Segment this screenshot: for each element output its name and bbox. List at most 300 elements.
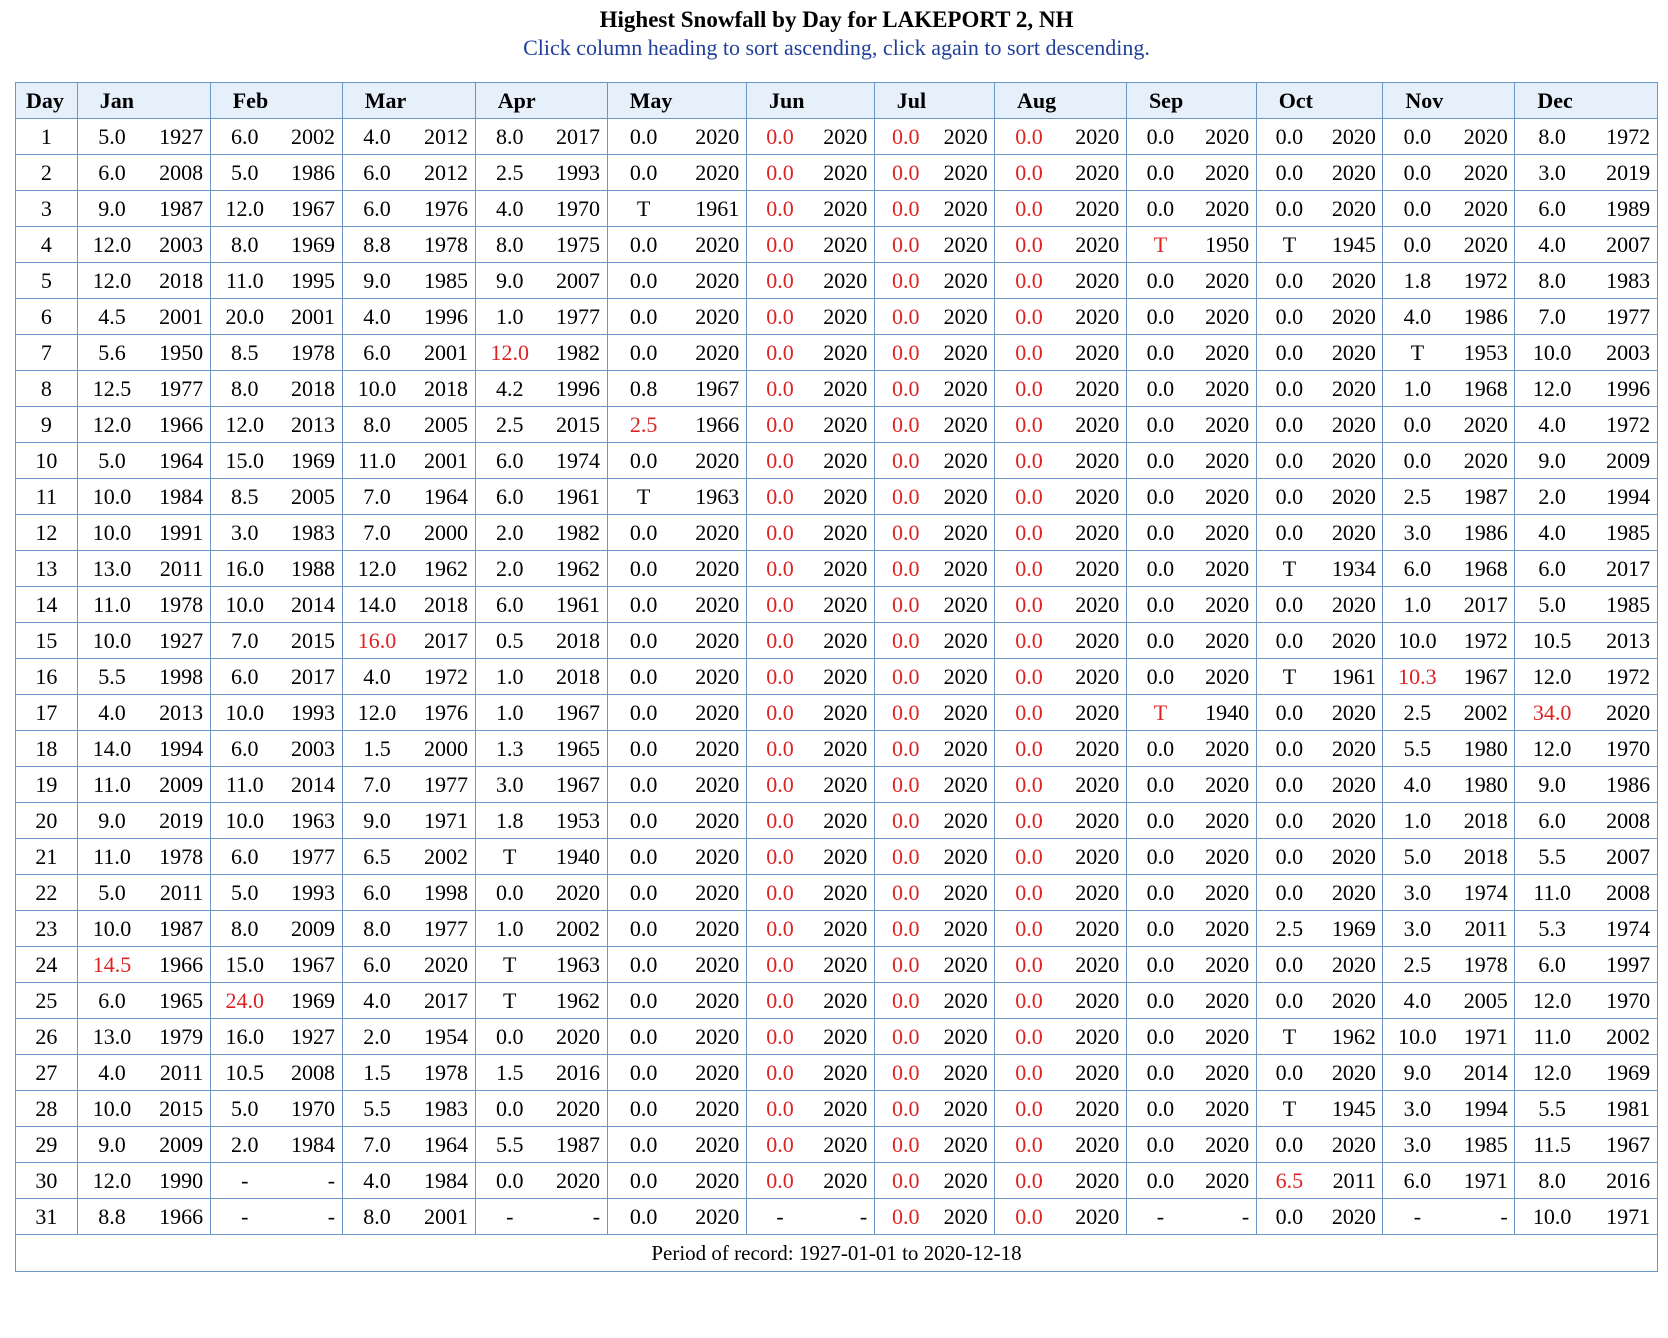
record-year: 2008 (291, 1059, 336, 1085)
snowfall-cell-mar (342, 119, 475, 155)
snowfall-value: 0.0 (1146, 411, 1175, 437)
snowfall-cell-mar (342, 227, 475, 263)
record-year: 2020 (1331, 1059, 1376, 1085)
record-year: 2020 (1205, 915, 1250, 941)
column-heading-nov[interactable]: Nov (1383, 83, 1515, 119)
snowfall-value: 0.0 (629, 771, 658, 797)
snowfall-cell-feb (210, 911, 342, 947)
snowfall-cell-may (607, 407, 746, 443)
record-year: 2003 (159, 231, 204, 257)
snowfall-value: 0.0 (766, 195, 794, 221)
snowfall-cell-jul (874, 443, 994, 479)
snowfall-value: 3.0 (1403, 1131, 1432, 1157)
column-heading-may[interactable]: May (607, 83, 746, 119)
record-year: 2020 (823, 1023, 868, 1049)
record-year: 2020 (1463, 123, 1508, 149)
record-year: 2020 (1331, 987, 1376, 1013)
snowfall-value: 0.0 (629, 159, 658, 185)
snowfall-cell-sep (1126, 695, 1256, 731)
snowfall-cell-oct (1256, 371, 1383, 407)
record-year: 2000 (424, 735, 469, 761)
column-heading-jun[interactable]: Jun (747, 83, 875, 119)
snowfall-cell-feb (210, 191, 342, 227)
record-year: 1977 (424, 771, 469, 797)
day-cell: 1 (16, 119, 78, 155)
record-year: 2020 (943, 483, 988, 509)
record-year: 2009 (159, 771, 204, 797)
snowfall-value: 0.0 (1275, 627, 1304, 653)
snowfall-cell-feb (210, 1091, 342, 1127)
snowfall-cell-may (607, 587, 746, 623)
snowfall-cell-aug (994, 983, 1126, 1019)
snowfall-value: 0.0 (891, 1023, 920, 1049)
snowfall-value: 0.0 (1275, 735, 1304, 761)
record-year: 2020 (1075, 159, 1120, 185)
snowfall-cell-jul (874, 515, 994, 551)
snowfall-cell-mar (342, 1199, 475, 1235)
record-year: 1950 (1205, 231, 1250, 257)
snowfall-cell-mar (342, 515, 475, 551)
table-row (16, 839, 1658, 875)
record-year: 2020 (695, 663, 740, 689)
record-year: 1969 (1331, 915, 1376, 941)
snowfall-value: 12.0 (1532, 735, 1572, 761)
column-heading-aug[interactable]: Aug (994, 83, 1126, 119)
record-year: 2020 (943, 1059, 988, 1085)
snowfall-value: 0.0 (629, 1023, 658, 1049)
record-year: 1934 (1331, 555, 1376, 581)
record-year: 1972 (424, 663, 469, 689)
record-year: 2011 (159, 879, 204, 905)
snowfall-value: 0.0 (1275, 987, 1304, 1013)
snowfall-cell-oct (1256, 1163, 1383, 1199)
snowfall-value: 0.0 (1146, 159, 1175, 185)
record-year: 2020 (695, 1167, 740, 1193)
snowfall-cell-oct (1256, 803, 1383, 839)
record-year: 2020 (1205, 339, 1250, 365)
record-year: 2017 (556, 123, 601, 149)
record-year: 2020 (1205, 483, 1250, 509)
record-year: 2014 (1463, 1059, 1508, 1085)
snowfall-value: 0.0 (629, 1167, 658, 1193)
snowfall-cell-dec (1515, 767, 1658, 803)
footer-row (16, 1235, 1658, 1272)
snowfall-value: 0.0 (766, 807, 794, 833)
snowfall-value: 0.0 (766, 519, 794, 545)
snowfall-value: 2.0 (1538, 483, 1566, 509)
snowfall-value: 6.0 (1403, 555, 1432, 581)
record-year: 2020 (943, 519, 988, 545)
snowfall-value: 2.5 (496, 159, 524, 185)
snowfall-cell-jan (77, 911, 210, 947)
record-year: 2020 (823, 123, 868, 149)
record-year: 2020 (1331, 1203, 1376, 1229)
record-year: 1998 (159, 663, 204, 689)
snowfall-value: 9.0 (1403, 1059, 1432, 1085)
snowfall-value: 0.0 (1275, 123, 1304, 149)
column-heading-apr[interactable]: Apr (475, 83, 607, 119)
snowfall-cell-jan (77, 299, 210, 335)
record-year: 2007 (1606, 843, 1651, 869)
snowfall-value: 2.5 (1403, 483, 1432, 509)
snowfall-cell-aug (994, 515, 1126, 551)
day-cell: 8 (16, 371, 78, 407)
snowfall-cell-nov (1383, 119, 1515, 155)
record-year: 1998 (424, 879, 469, 905)
record-year: 2020 (1463, 231, 1508, 257)
record-year: 2020 (1075, 375, 1120, 401)
snowfall-value: 0.0 (1275, 1203, 1304, 1229)
table-row (16, 1091, 1658, 1127)
record-year: - (1241, 1203, 1250, 1229)
snowfall-cell-mar (342, 263, 475, 299)
record-year: 2020 (556, 1167, 601, 1193)
table-row (16, 443, 1658, 479)
record-year: 2020 (1331, 411, 1376, 437)
snowfall-cell-sep (1126, 587, 1256, 623)
snowfall-cell-nov (1383, 983, 1515, 1019)
column-heading-day[interactable]: Day (16, 83, 78, 119)
snowfall-value: 0.0 (1015, 771, 1043, 797)
column-heading-jul[interactable]: Jul (874, 83, 994, 119)
column-heading-mar[interactable]: Mar (342, 83, 475, 119)
snowfall-value: 6.0 (231, 123, 259, 149)
record-year: 2020 (943, 591, 988, 617)
day-cell: 26 (16, 1019, 78, 1055)
record-year: 1971 (1463, 1167, 1508, 1193)
snowfall-value: 0.0 (891, 951, 920, 977)
snowfall-value: 0.0 (766, 1167, 794, 1193)
snowfall-cell-jan (77, 1199, 210, 1235)
snowfall-value: 0.0 (1015, 843, 1043, 869)
snowfall-cell-nov (1383, 1019, 1515, 1055)
record-year: 1962 (556, 987, 601, 1013)
record-year: 1971 (1606, 1203, 1651, 1229)
snowfall-value: 10.0 (1398, 1023, 1437, 1049)
snowfall-cell-mar (342, 947, 475, 983)
snowfall-cell-may (607, 1199, 746, 1235)
snowfall-cell-jul (874, 839, 994, 875)
snowfall-cell-jul (874, 695, 994, 731)
record-year: 1945 (1331, 231, 1376, 257)
column-heading-oct[interactable]: Oct (1256, 83, 1383, 119)
record-year: 2015 (159, 1095, 204, 1121)
snowfall-value: 10.0 (92, 1095, 132, 1121)
snowfall-cell-feb (210, 335, 342, 371)
snowfall-cell-jan (77, 479, 210, 515)
record-year: 1971 (1463, 1023, 1508, 1049)
snowfall-cell-feb (210, 479, 342, 515)
snowfall-cell-feb (210, 767, 342, 803)
record-year: 2020 (1205, 1095, 1250, 1121)
snowfall-cell-jul (874, 1055, 994, 1091)
record-year: 1974 (1606, 915, 1651, 941)
snowfall-value: 0.0 (766, 303, 794, 329)
snowfall-cell-aug (994, 191, 1126, 227)
column-heading-jan[interactable]: Jan (77, 83, 210, 119)
snowfall-value: 3.0 (1403, 519, 1432, 545)
record-year: 2020 (1075, 1095, 1120, 1121)
snowfall-cell-jun (747, 479, 875, 515)
record-year: 1978 (159, 591, 204, 617)
snowfall-cell-dec (1515, 443, 1658, 479)
snowfall-cell-sep (1126, 551, 1256, 587)
snowfall-value: 13.0 (92, 555, 132, 581)
snowfall-cell-jul (874, 623, 994, 659)
record-year: 1977 (291, 843, 336, 869)
snowfall-value: 0.0 (1275, 699, 1304, 725)
record-year: 2020 (556, 879, 601, 905)
snowfall-value: 6.0 (231, 843, 259, 869)
snowfall-cell-apr (475, 695, 607, 731)
record-year: 1966 (159, 951, 204, 977)
snowfall-cell-feb (210, 1127, 342, 1163)
record-year: 1987 (159, 195, 204, 221)
record-year: 2020 (943, 987, 988, 1013)
snowfall-cell-may (607, 875, 746, 911)
snowfall-value: 0.0 (1146, 1059, 1175, 1085)
snowfall-cell-jun (747, 695, 875, 731)
day-cell: 27 (16, 1055, 78, 1091)
record-year: 1967 (1606, 1131, 1651, 1157)
snowfall-value: 0.0 (1403, 195, 1432, 221)
snowfall-value: 0.0 (891, 987, 920, 1013)
snowfall-cell-nov (1383, 227, 1515, 263)
snowfall-cell-jun (747, 875, 875, 911)
snowfall-value: 0.0 (629, 267, 658, 293)
snowfall-cell-dec (1515, 731, 1658, 767)
record-year: 2020 (1205, 411, 1250, 437)
snowfall-cell-apr (475, 1091, 607, 1127)
day-cell: 6 (16, 299, 78, 335)
record-year: 2002 (291, 123, 336, 149)
record-year: 2005 (291, 483, 336, 509)
snowfall-cell-sep (1126, 119, 1256, 155)
record-year: 2020 (1205, 1023, 1250, 1049)
snowfall-value: 0.0 (1146, 375, 1175, 401)
snowfall-value: 0.0 (766, 339, 794, 365)
record-year: 2020 (1205, 807, 1250, 833)
snowfall-cell-dec (1515, 947, 1658, 983)
snowfall-cell-may (607, 299, 746, 335)
snowfall-value: 0.0 (1146, 663, 1175, 689)
snowfall-cell-dec (1515, 695, 1658, 731)
record-year: 2020 (1205, 1167, 1250, 1193)
snowfall-cell-jun (747, 803, 875, 839)
snowfall-value: 0.0 (891, 1059, 920, 1085)
snowfall-value: 0.0 (891, 627, 920, 653)
day-cell: 19 (16, 767, 78, 803)
snowfall-cell-oct (1256, 659, 1383, 695)
record-year: 2020 (695, 591, 740, 617)
snowfall-cell-oct (1256, 155, 1383, 191)
snowfall-value: 0.0 (1275, 303, 1304, 329)
snowfall-value: 0.0 (1146, 879, 1175, 905)
snowfall-value: 1.3 (496, 735, 524, 761)
record-year: 1967 (556, 771, 601, 797)
snowfall-value: T (636, 483, 651, 509)
record-year: 2020 (695, 159, 740, 185)
column-heading-feb[interactable]: Feb (210, 83, 342, 119)
snowfall-cell-may (607, 515, 746, 551)
record-year: 1967 (695, 375, 740, 401)
snowfall-cell-jun (747, 119, 875, 155)
snowfall-value: 0.0 (891, 159, 920, 185)
record-year: 2020 (1205, 159, 1250, 185)
snowfall-cell-apr (475, 515, 607, 551)
snowfall-value: 0.0 (1403, 159, 1432, 185)
record-year: 2020 (823, 951, 868, 977)
snowfall-cell-aug (994, 1199, 1126, 1235)
snowfall-value: 6.0 (363, 195, 391, 221)
snowfall-value: 7.0 (363, 1131, 391, 1157)
snowfall-cell-sep (1126, 1163, 1256, 1199)
record-year: 1961 (695, 195, 740, 221)
record-year: 2020 (943, 1023, 988, 1049)
snowfall-cell-apr (475, 263, 607, 299)
snowfall-value: 7.0 (363, 483, 391, 509)
day-cell: 18 (16, 731, 78, 767)
record-year: 2020 (695, 303, 740, 329)
snowfall-cell-jun (747, 443, 875, 479)
record-year: 1986 (1463, 519, 1508, 545)
snowfall-value: 0.0 (1015, 1059, 1043, 1085)
snowfall-value: 1.5 (363, 1059, 391, 1085)
record-year: 2020 (1075, 555, 1120, 581)
record-year: 2018 (424, 375, 469, 401)
snowfall-value: 5.5 (496, 1131, 524, 1157)
record-year: 1964 (424, 1131, 469, 1157)
record-year: 2020 (943, 555, 988, 581)
snowfall-value: 4.0 (1403, 987, 1432, 1013)
snowfall-value: 11.0 (1533, 1023, 1571, 1049)
record-year: 2015 (291, 627, 336, 653)
snowfall-cell-dec (1515, 299, 1658, 335)
snowfall-value: 5.3 (1538, 915, 1566, 941)
snowfall-cell-mar (342, 1127, 475, 1163)
table-row (16, 335, 1658, 371)
snowfall-cell-dec (1515, 227, 1658, 263)
record-year: 2018 (159, 267, 204, 293)
snowfall-value: 10.0 (1532, 1203, 1572, 1229)
table-row (16, 911, 1658, 947)
record-year: 1988 (291, 555, 336, 581)
snowfall-cell-aug (994, 947, 1126, 983)
snowfall-value: 0.0 (891, 339, 920, 365)
snowfall-cell-apr (475, 407, 607, 443)
snowfall-value: 0.0 (766, 555, 794, 581)
record-year: 2007 (1606, 231, 1651, 257)
record-year: 1993 (291, 699, 336, 725)
snowfall-value: 8.0 (496, 231, 524, 257)
record-year: 2020 (1075, 1023, 1120, 1049)
snowfall-cell-oct (1256, 623, 1383, 659)
snowfall-cell-oct (1256, 731, 1383, 767)
record-year: 2020 (1075, 123, 1120, 149)
record-year: 1966 (159, 1203, 204, 1229)
record-year: 2018 (1463, 807, 1508, 833)
snowfall-value: 12.0 (92, 411, 132, 437)
record-year: 2013 (159, 699, 204, 725)
snowfall-value: 12.0 (1532, 375, 1572, 401)
snowfall-cell-feb (210, 839, 342, 875)
record-year: 2009 (291, 915, 336, 941)
record-year: 2000 (424, 519, 469, 545)
snowfall-cell-mar (342, 911, 475, 947)
day-cell: 4 (16, 227, 78, 263)
column-heading-sep[interactable]: Sep (1126, 83, 1256, 119)
snowfall-value: 12.5 (92, 375, 132, 401)
record-year: 2020 (1075, 807, 1120, 833)
column-heading-dec[interactable]: Dec (1515, 83, 1658, 119)
snowfall-cell-feb (210, 659, 342, 695)
snowfall-cell-nov (1383, 155, 1515, 191)
snowfall-value: 0.0 (766, 267, 794, 293)
record-year: 1968 (1463, 375, 1508, 401)
day-cell: 25 (16, 983, 78, 1019)
snowfall-value: 0.0 (766, 771, 794, 797)
record-year: 2018 (556, 627, 601, 653)
snowfall-value: 24.0 (225, 987, 265, 1013)
snowfall-value: 10.0 (225, 807, 265, 833)
snowfall-value: 9.0 (98, 1131, 126, 1157)
snowfall-value: 15.0 (225, 447, 265, 473)
snowfall-cell-apr (475, 1055, 607, 1091)
day-cell: 10 (16, 443, 78, 479)
snowfall-value: 7.0 (363, 519, 391, 545)
snowfall-cell-feb (210, 227, 342, 263)
snowfall-value: 0.0 (1146, 123, 1175, 149)
snowfall-value: 12.0 (92, 1167, 132, 1193)
record-year: 2020 (1205, 879, 1250, 905)
snowfall-value: 0.0 (629, 843, 658, 869)
record-year: 2020 (1075, 1059, 1120, 1085)
record-year: 2020 (943, 1203, 988, 1229)
snowfall-value: 0.0 (1015, 1023, 1043, 1049)
snowfall-cell-jun (747, 1199, 875, 1235)
snowfall-cell-apr (475, 551, 607, 587)
record-year: 2020 (823, 375, 868, 401)
record-year: 2020 (823, 807, 868, 833)
record-year: 1966 (695, 411, 740, 437)
snowfall-value: 0.0 (1275, 267, 1304, 293)
snowfall-value: 0.0 (1146, 447, 1175, 473)
snowfall-value: 0.0 (891, 231, 920, 257)
snowfall-cell-aug (994, 1127, 1126, 1163)
snowfall-cell-apr (475, 479, 607, 515)
snowfall-value: 3.0 (1538, 159, 1566, 185)
snowfall-cell-mar (342, 623, 475, 659)
record-year: 1970 (1606, 987, 1651, 1013)
snowfall-cell-aug (994, 263, 1126, 299)
snowfall-value: 15.0 (225, 951, 265, 977)
record-year: 1990 (159, 1167, 204, 1193)
record-year: 2020 (1075, 951, 1120, 977)
record-year: 1980 (1463, 771, 1508, 797)
record-year: 2014 (291, 771, 336, 797)
snowfall-value: 0.0 (629, 1203, 658, 1229)
snowfall-value: 9.0 (363, 267, 391, 293)
record-year: 2011 (1332, 1167, 1376, 1193)
day-cell: 29 (16, 1127, 78, 1163)
record-year: 1986 (1463, 303, 1508, 329)
record-year: 1979 (159, 1023, 204, 1049)
snowfall-value: 0.0 (1146, 807, 1175, 833)
snowfall-value: 11.0 (93, 591, 131, 617)
snowfall-cell-jul (874, 1127, 994, 1163)
snowfall-value: 10.0 (92, 519, 132, 545)
snowfall-cell-jul (874, 155, 994, 191)
